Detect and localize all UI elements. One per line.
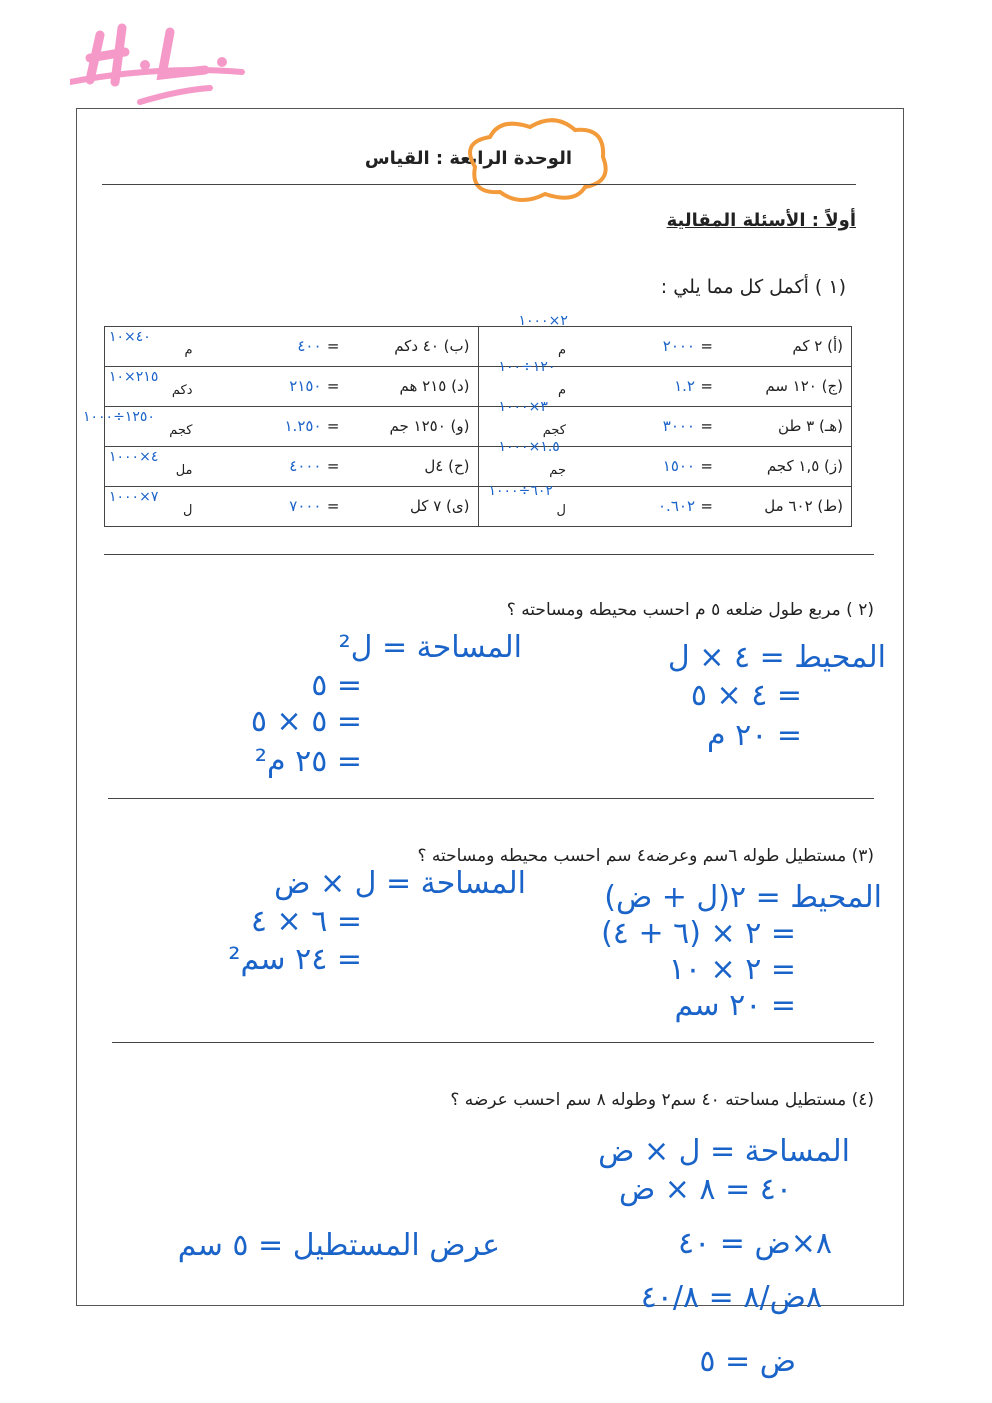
q3-perimeter-line3: = ٢ × ١٠ (668, 952, 796, 987)
q2-perimeter-line2: = ٤ × ٥ (690, 678, 802, 713)
note-e: ٣×١٠٠٠ (498, 399, 548, 415)
note-j: ٧×١٠٠٠ (109, 489, 159, 505)
q3-area-line2: = ٦ × ٤ (250, 904, 362, 939)
q4-work-line2: ٤٠ = ٨ × ض (618, 1172, 792, 1207)
q4-work-line4: ٨ض/٨ = ٤٠/٨ (640, 1280, 822, 1315)
q2-perimeter-line1: المحيط = ٤ × ل (667, 640, 886, 675)
q4-work-line1: المساحة = ل × ض (598, 1134, 850, 1169)
q3-prompt: (٣) مستطيل طوله ٦سم وعرضه٤ سم احسب محيطه ومساحته ؟ (417, 846, 874, 866)
answer-f: ١.٢٥٠ (284, 417, 322, 435)
note-h: ٤×١٠٠٠ (109, 449, 159, 465)
table-row: (أ) ٢ كم = ٢٠٠٠ م ٢×١٠٠٠ (ب) ٤٠ دكم = ٤٠٠ م ٤٠×١٠ (105, 327, 852, 367)
answer-h: ٤٠٠٠ (289, 457, 322, 475)
q4-prompt: (٤) مستطيل مساحته ٤٠ سم٢ وطوله ٨ سم احسب عرضه ؟ (450, 1090, 874, 1110)
orange-circle-highlight (455, 112, 615, 207)
note-c: ١٢٠÷١٠٠ (498, 359, 556, 375)
divider-2 (108, 798, 874, 799)
question-i: (ط) ٦٠٢ مل (764, 497, 843, 515)
pink-marker-scribble (70, 10, 250, 110)
conversion-table (83, 313, 852, 527)
q2-perimeter-line3: = ٢٠ م (706, 718, 802, 753)
answer-j: ٧٠٠٠ (289, 497, 322, 515)
question-f: (و) ١٢٥٠ جم (389, 417, 470, 435)
q2-area-line4: = ٢٥ م² (254, 744, 362, 779)
note-b: ٤٠×١٠ (109, 329, 151, 345)
q3-perimeter-line4: = ٢٠ سم (674, 988, 796, 1023)
title-divider (102, 184, 856, 185)
table-row: (ط) ٦٠٢ مل = ٠.٦٠٢ ل ٦٠٢÷١٠٠٠ (ى) ٧ كل = ٧٠٠٠ ل ٧×١٠٠٠ (105, 487, 852, 527)
table-row: (ج) ١٢٠ سم = ١.٢ م ١٢٠÷١٠٠ (د) ٢١٥ هم = ٢١٥٠ دكم ٢١٥×١٠ (105, 367, 852, 407)
section-heading: أولاً : الأسئلة المقالية (666, 210, 856, 231)
question-e: (هـ) ٣ طن (778, 417, 843, 435)
answer-e: ٣٠٠٠ (662, 417, 695, 435)
note-d: ٢١٥×١٠ (109, 369, 159, 385)
q3-area-line3: = ٢٤ سم² (228, 942, 362, 977)
table-row: (ز) ١,٥ كجم = ١٥٠٠ جم ١.٥×١٠٠٠ (ح) ٤ل = ٤٠٠٠ مل ٤×١٠٠٠ (105, 447, 852, 487)
answer-b: ٤٠٠ (297, 337, 322, 355)
q4-final-answer: عرض المستطيل = ٥ سم (177, 1228, 500, 1263)
question-d: (د) ٢١٥ هم (399, 377, 470, 395)
question-c: (ج) ١٢٠ سم (765, 377, 843, 395)
answer-i: ٠.٦٠٢ (658, 497, 695, 515)
answer-c: ١.٢ (674, 377, 695, 395)
note-g: ١.٥×١٠٠٠ (498, 439, 560, 455)
question-j: (ى) ٧ كل (409, 497, 470, 515)
question-g: (ز) ١,٥ كجم (766, 457, 843, 475)
unit-title: الوحدة الرابعة : القياس (364, 148, 572, 169)
divider-3 (112, 1042, 874, 1043)
answer-g: ١٥٠٠ (662, 457, 695, 475)
handwritten-initials (70, 10, 250, 110)
note-i: ٦٠٢÷١٠٠٠ (488, 483, 553, 499)
note-f: ١٢٥٠÷١٠٠٠ (83, 409, 155, 425)
note-a: ٢×١٠٠٠ (518, 313, 568, 329)
q2-area-line3: = ٥ × ٥ (250, 704, 362, 739)
q4-work-line3: ٨×ض = ٤٠ (678, 1226, 832, 1261)
q3-area-line1: المساحة = ل × ض (274, 866, 526, 901)
q4-work-line5: ض = ٥ (699, 1344, 796, 1379)
q2-prompt: (٢ ) مربع طول ضلعه ٥ م احسب محيطه ومساحته ؟ (506, 600, 874, 620)
q2-area-line2: = ٥ (311, 668, 362, 703)
q3-perimeter-line1: المحيط = ٢(ل + ض) (604, 880, 882, 915)
q3-perimeter-line2: = ٢ × (٦ + ٤) (601, 916, 796, 951)
question-a: (أ) ٢ كم (792, 337, 843, 355)
q1-prompt: (١ ) أكمل كل مما يلي : (660, 276, 846, 298)
answer-a: ٢٠٠٠ (662, 337, 695, 355)
q2-area-line1: المساحة = ل² (338, 630, 522, 665)
question-b: (ب) ٤٠ دكم (394, 337, 470, 355)
answer-d: ٢١٥٠ (289, 377, 322, 395)
question-h: (ح) ٤ل (424, 457, 470, 475)
table-row: (هـ) ٣ طن = ٣٠٠٠ كجم ٣×١٠٠٠ (و) ١٢٥٠ جم = ١.٢٥٠ كجم ١٢٥٠÷١٠٠٠ (105, 407, 852, 447)
divider-1 (104, 554, 874, 555)
